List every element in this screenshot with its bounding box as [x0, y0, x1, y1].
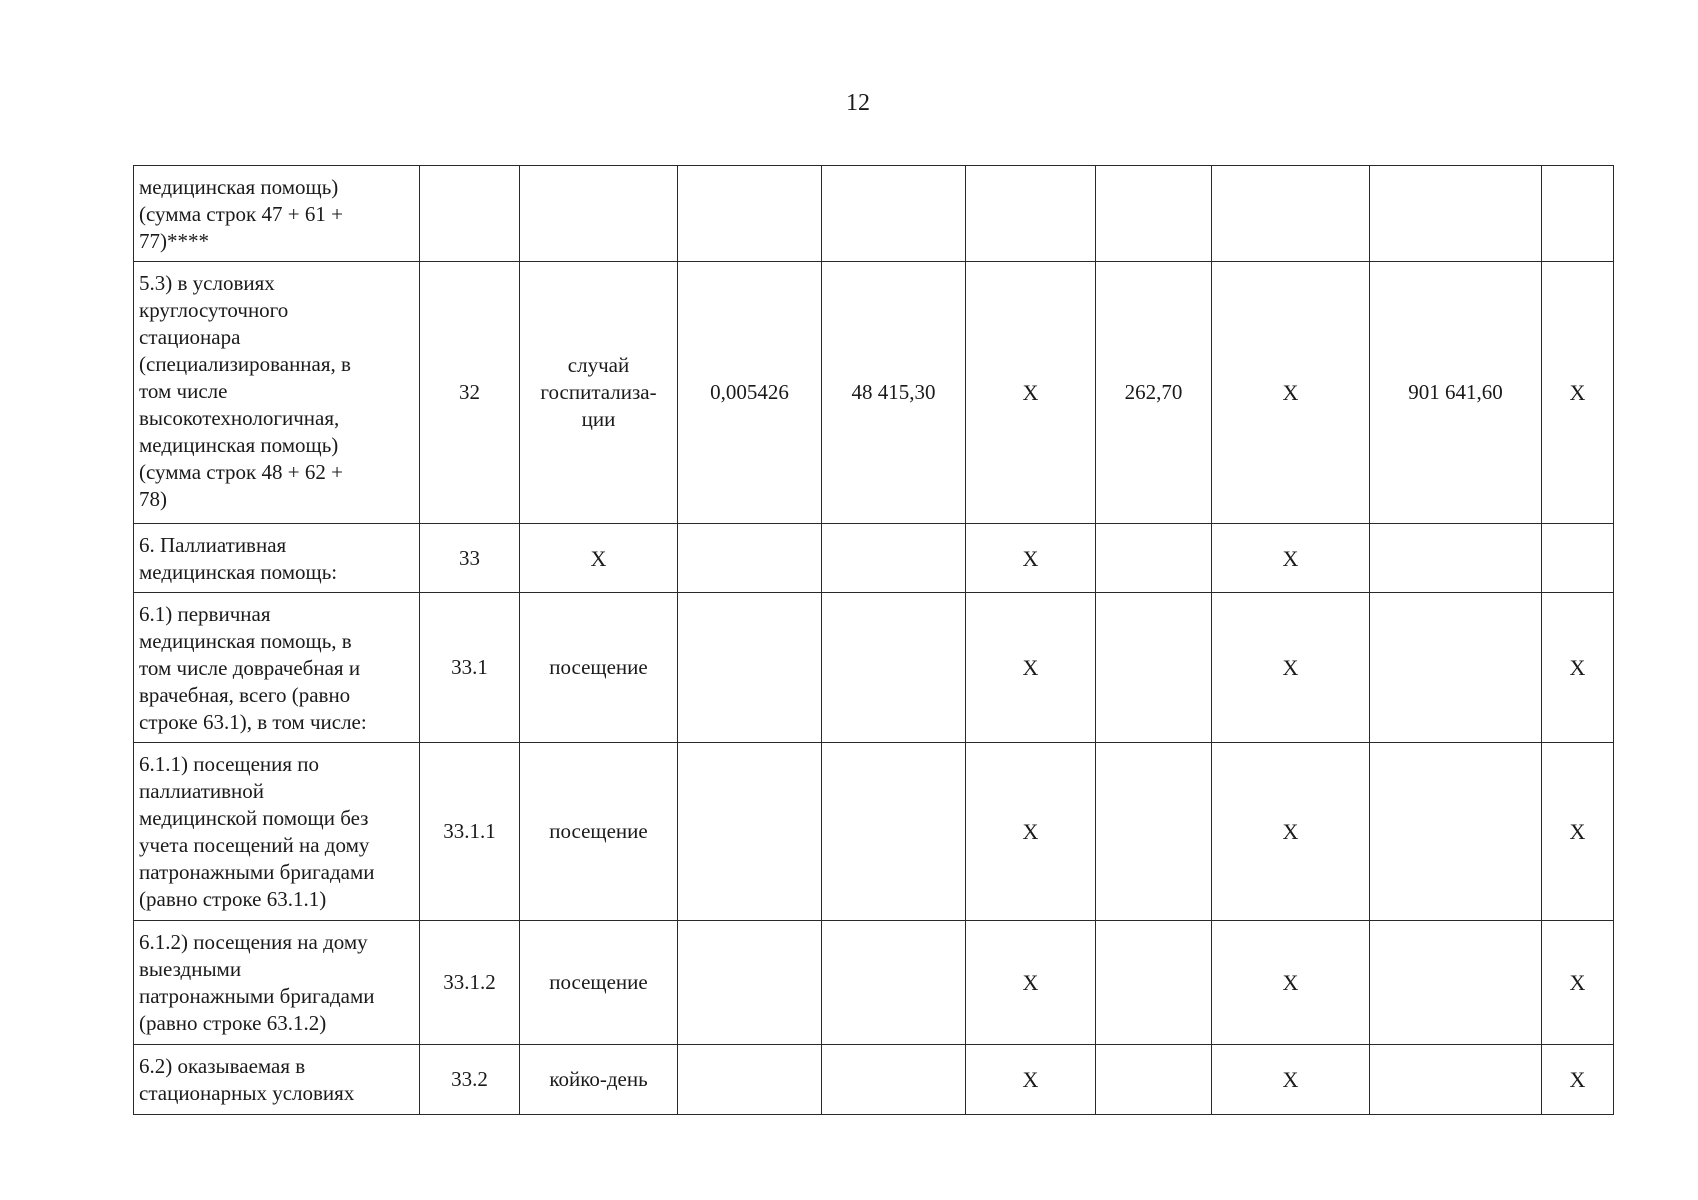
row-number-cell: 33 [420, 524, 520, 593]
unit-cell: койко-день [520, 1045, 678, 1115]
share-cell: X [1542, 743, 1614, 921]
norm-volume-cell [678, 524, 822, 593]
total-oms-cell [1370, 1045, 1542, 1115]
norm-cost-cell [822, 743, 966, 921]
per-capita-budget-cell: X [966, 1045, 1096, 1115]
table-row [134, 921, 1614, 1045]
share-cell: X [1542, 593, 1614, 743]
table-row [134, 743, 1614, 921]
per-capita-budget-cell: X [966, 593, 1096, 743]
unit-cell: посещение [520, 921, 678, 1045]
norm-cost-cell: 48 415,30 [822, 262, 966, 524]
norm-volume-cell [678, 743, 822, 921]
per-capita-oms-cell [1096, 743, 1212, 921]
funding-table [133, 165, 1614, 1115]
per-capita-oms-cell [1096, 593, 1212, 743]
indicator-name-cell: 6.1.1) посещения по паллиативной медицинской помощи без учета посещений на дому патронажными бригадами (равно строке 63.1.1) [134, 743, 420, 921]
row-number-cell [420, 166, 520, 262]
indicator-name-cell: 6.1.2) посещения на дому выездными патронажными бригадами (равно строке 63.1.2) [134, 921, 420, 1045]
total-budget-cell: X [1212, 262, 1370, 524]
share-cell [1542, 166, 1614, 262]
share-cell [1542, 524, 1614, 593]
norm-cost-cell [822, 524, 966, 593]
norm-cost-cell [822, 166, 966, 262]
norm-volume-cell [678, 921, 822, 1045]
norm-volume-cell [678, 1045, 822, 1115]
indicator-name-cell: 6.1) первичная медицинская помощь, в том числе доврачебная и врачебная, всего (равно строке 63.1), в том числе: [134, 593, 420, 743]
indicator-name-cell: 6. Паллиативная медицинская помощь: [134, 524, 420, 593]
norm-cost-cell [822, 1045, 966, 1115]
total-budget-cell [1212, 166, 1370, 262]
indicator-name-cell: 5.3) в условиях круглосуточного стационара (специализированная, в том числе высокотехнологичная, медицинская помощь) (сумма строк 48 + 62 + 78) [134, 262, 420, 524]
total-budget-cell: X [1212, 593, 1370, 743]
row-number-cell: 33.1.2 [420, 921, 520, 1045]
total-oms-cell [1370, 921, 1542, 1045]
per-capita-oms-cell: 262,70 [1096, 262, 1212, 524]
per-capita-budget-cell: X [966, 262, 1096, 524]
per-capita-oms-cell [1096, 524, 1212, 593]
table-row [134, 1045, 1614, 1115]
indicator-name-cell: медицинская помощь) (сумма строк 47 + 61 + 77)**** [134, 166, 420, 262]
total-oms-cell: 901 641,60 [1370, 262, 1542, 524]
row-number-cell: 33.1 [420, 593, 520, 743]
unit-cell: посещение [520, 593, 678, 743]
total-budget-cell: X [1212, 921, 1370, 1045]
norm-cost-cell [822, 921, 966, 1045]
per-capita-budget-cell: X [966, 921, 1096, 1045]
table-row [134, 166, 1614, 262]
norm-volume-cell [678, 166, 822, 262]
norm-volume-cell: 0,005426 [678, 262, 822, 524]
unit-cell [520, 166, 678, 262]
total-oms-cell [1370, 743, 1542, 921]
share-cell: X [1542, 1045, 1614, 1115]
page-number: 12 [846, 90, 870, 116]
norm-cost-cell [822, 593, 966, 743]
norm-volume-cell [678, 593, 822, 743]
total-oms-cell [1370, 524, 1542, 593]
per-capita-oms-cell [1096, 921, 1212, 1045]
indicator-name-cell: 6.2) оказываемая в стационарных условиях [134, 1045, 420, 1115]
row-number-cell: 33.2 [420, 1045, 520, 1115]
unit-cell: посещение [520, 743, 678, 921]
share-cell: X [1542, 262, 1614, 524]
table-row [134, 524, 1614, 593]
total-budget-cell: X [1212, 743, 1370, 921]
per-capita-budget-cell: X [966, 524, 1096, 593]
unit-cell: случай госпитализа- ции [520, 262, 678, 524]
row-number-cell: 32 [420, 262, 520, 524]
table-row [134, 593, 1614, 743]
total-budget-cell: X [1212, 524, 1370, 593]
total-oms-cell [1370, 166, 1542, 262]
per-capita-oms-cell [1096, 1045, 1212, 1115]
total-budget-cell: X [1212, 1045, 1370, 1115]
unit-cell: X [520, 524, 678, 593]
per-capita-oms-cell [1096, 166, 1212, 262]
per-capita-budget-cell: X [966, 743, 1096, 921]
share-cell: X [1542, 921, 1614, 1045]
per-capita-budget-cell [966, 166, 1096, 262]
row-number-cell: 33.1.1 [420, 743, 520, 921]
table-row [134, 262, 1614, 524]
total-oms-cell [1370, 593, 1542, 743]
